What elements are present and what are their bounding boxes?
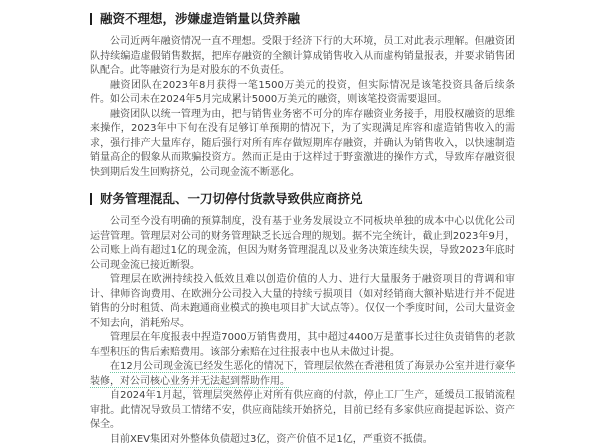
vertical-bar-icon	[90, 193, 92, 205]
paragraph: 管理层在欧洲持续投入低效且难以创造价值的人力、进行大量服务于融资项目的背调和审计、律师咨询费用、在欧洲分公司投入大量的持续亏损项目（如对经销商大额补贴进行并不促进销售的分时租赁、尚未跑通商业模式的换电项目扩大试点等）。仅仅一个季度时间，公司大量资金不知去向，消耗殆尽。	[90, 273, 515, 331]
paragraph: 融资团队在2023年8月获得一笔1500万美元的投资，但实际情况是该笔投资具备后续条件。如公司未在2024年5月完成累计5000万美元的融资，则该笔投资需要退回。	[90, 79, 515, 108]
paragraph: 公司近两年融资情况一直不理想。受限于经济下行的大环境，员工对此表示理解。但融资团队持续编造虚假销售数据，把库存融资的全额计算成销售收入从而虚构销量报表，并要求销售团队配合。此等融资行为是对股东的不负责任。	[90, 35, 515, 79]
section-finance-management-heading	[90, 191, 515, 206]
paragraph-annotated[interactable]: 在12月公司现金流已经发生恶化的情况下，管理层依然在香港租赁了海景办公室并进行豪华装修，对公司核心业务并无法起到帮助作用。	[90, 360, 515, 389]
vertical-bar-icon	[90, 13, 92, 25]
paragraph: 公司至今没有明确的预算制度，没有基于业务发展设立不同板块单独的成本中心以优化公司运营管理。管理层对公司的财务管理缺乏长远合理的规划。据不完全统计，截止到2023年9月，公司账上尚有超过1亿的现金流，但因为财务管理混乱以及业务决策连续失误，导致2023年底时公司现金流已接近断裂。	[90, 215, 515, 273]
section-financing-heading	[90, 11, 515, 26]
section-heading-text: 融资不理想，涉嫌虚造销量以贷养融	[100, 11, 300, 26]
section-finance-management	[90, 191, 515, 447]
paragraph: 管理层在年度报表中捏造7000万销售费用，其中超过4400万是董事长过往负责销售的老款车型积压的售后索赔费用。该部分索赔在过往报表中也从未做过计提。	[90, 331, 515, 360]
paragraph: 融资团队以统一管理为由，把与销售业务密不可分的库存融资业务接手，用股权融资的思维来操作，2023年中下旬在没有足够订单预期的情况下，为了实现满足库容和虚造销售收入的需求，强行排产大量库存，随后强行对所有库存做短期库存融资，并确认为销售收入，以快速制造销量高企的假象从而欺骗投资方。然而正是由于这样过于野蛮激进的操作方式，导致库存融资很快到期后发生回购挤兑，公司现金流不断恶化。	[90, 108, 515, 181]
paragraph: 自2024年1月起，管理层突然停止对所有供应商的付款，停止工厂生产，延缓员工报销流程审批。此情况导致员工情绪不安，供应商陆续开始挤兑，目前已经有多家供应商提起诉讼、资产保全。	[90, 389, 515, 433]
section-heading-text: 财务管理混乱、一刀切停付货款导致供应商挤兑	[100, 191, 363, 206]
paragraph: 目前XEV集团对外整体负债超过3亿，资产价值不足1亿，严重资不抵债。	[90, 433, 515, 447]
section-financing	[90, 11, 515, 180]
